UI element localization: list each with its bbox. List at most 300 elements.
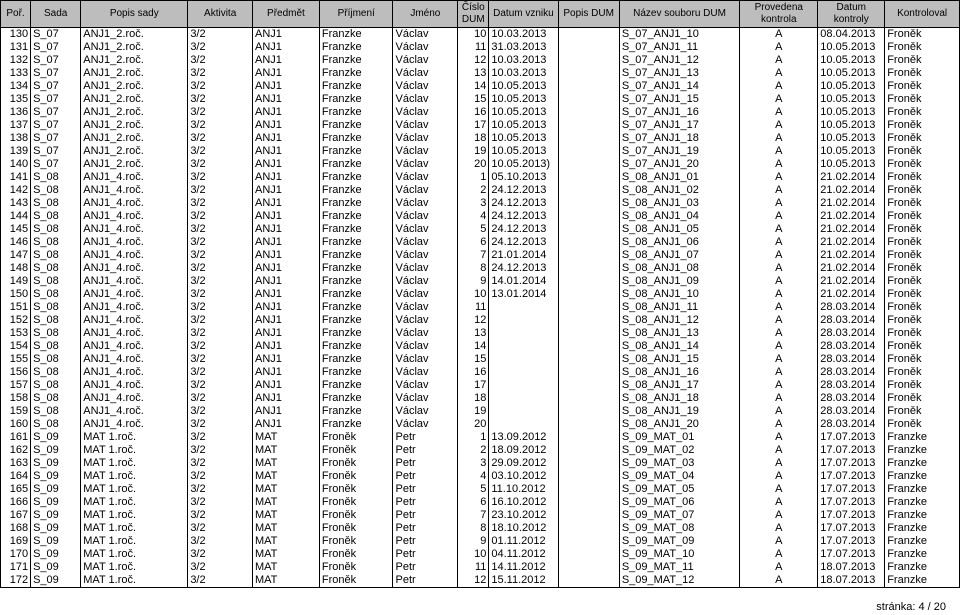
table-cell: 14 xyxy=(458,80,489,93)
table-cell: S_09 xyxy=(31,444,81,457)
table-cell: S_08 xyxy=(31,262,81,275)
table-cell: ANJ1 xyxy=(252,314,319,327)
table-cell: A xyxy=(740,236,818,249)
table-cell xyxy=(558,132,619,145)
table-cell: 2 xyxy=(458,444,489,457)
table-cell: 148 xyxy=(1,262,31,275)
table-cell: ANJ1 xyxy=(252,275,319,288)
table-cell: Froněk xyxy=(319,496,393,509)
table-cell: A xyxy=(740,262,818,275)
table-cell: ANJ1 xyxy=(252,327,319,340)
table-cell: 11 xyxy=(458,41,489,54)
column-header: Kontroloval xyxy=(885,1,960,28)
table-cell: Václav xyxy=(393,184,458,197)
table-cell: 17.07.2013 xyxy=(818,457,885,470)
table-cell: Petr xyxy=(393,561,458,574)
table-cell: 168 xyxy=(1,522,31,535)
table-cell: S_07 xyxy=(31,41,81,54)
table-cell: ANJ1_4.roč. xyxy=(81,223,188,236)
table-cell: 10.05.2013 xyxy=(818,132,885,145)
table-cell: 3/2 xyxy=(188,184,253,197)
table-cell xyxy=(558,275,619,288)
table-cell xyxy=(558,470,619,483)
table-cell: 13.09.2012 xyxy=(489,431,558,444)
table-cell: Václav xyxy=(393,171,458,184)
table-cell: 3/2 xyxy=(188,444,253,457)
table-cell: S_09_MAT_02 xyxy=(619,444,739,457)
table-cell: 3/2 xyxy=(188,509,253,522)
table-cell: 11 xyxy=(458,301,489,314)
table-cell: A xyxy=(740,184,818,197)
table-row xyxy=(1,132,960,145)
table-cell: Froněk xyxy=(319,574,393,588)
table-cell: A xyxy=(740,392,818,405)
table-cell: S_08_ANJ1_11 xyxy=(619,301,739,314)
table-cell: Petr xyxy=(393,483,458,496)
table-cell: Froněk xyxy=(885,210,960,223)
table-cell: 3/2 xyxy=(188,119,253,132)
table-cell: 24.12.2013 xyxy=(489,262,558,275)
column-header: Popis DUM xyxy=(558,1,619,28)
table-cell: 165 xyxy=(1,483,31,496)
table-cell: S_08 xyxy=(31,366,81,379)
table-cell: 3/2 xyxy=(188,171,253,184)
table-cell: A xyxy=(740,444,818,457)
table-row xyxy=(1,340,960,353)
table-cell: 3/2 xyxy=(188,353,253,366)
table-cell: ANJ1_4.roč. xyxy=(81,392,188,405)
table-cell: Petr xyxy=(393,444,458,457)
table-cell: 3/2 xyxy=(188,496,253,509)
table-cell: ANJ1 xyxy=(252,93,319,106)
table-cell xyxy=(558,28,619,42)
table-cell: Franzke xyxy=(885,444,960,457)
table-cell: S_09 xyxy=(31,548,81,561)
table-cell: ANJ1 xyxy=(252,249,319,262)
table-cell: S_08 xyxy=(31,301,81,314)
table-cell: 3/2 xyxy=(188,535,253,548)
table-row xyxy=(1,236,960,249)
table-cell xyxy=(558,522,619,535)
table-row xyxy=(1,509,960,522)
table-cell: 21.02.2014 xyxy=(818,171,885,184)
table-cell: Franzke xyxy=(319,353,393,366)
table-row xyxy=(1,119,960,132)
table-cell: S_09 xyxy=(31,431,81,444)
table-cell: S_09_MAT_05 xyxy=(619,483,739,496)
table-cell: S_07 xyxy=(31,145,81,158)
table-cell: S_08_ANJ1_09 xyxy=(619,275,739,288)
table-cell: 162 xyxy=(1,444,31,457)
table-cell: 10.05.2013 xyxy=(818,145,885,158)
table-cell xyxy=(489,327,558,340)
table-cell: Franzke xyxy=(885,535,960,548)
table-cell: Petr xyxy=(393,496,458,509)
table-cell: Franzke xyxy=(319,262,393,275)
table-cell xyxy=(489,379,558,392)
table-cell: Froněk xyxy=(319,509,393,522)
table-cell: S_09_MAT_04 xyxy=(619,470,739,483)
table-cell xyxy=(558,574,619,588)
table-cell: S_09 xyxy=(31,457,81,470)
table-cell: 21.02.2014 xyxy=(818,184,885,197)
table-cell: S_08 xyxy=(31,249,81,262)
table-cell: Franzke xyxy=(319,392,393,405)
table-cell: 20 xyxy=(458,418,489,431)
table-cell: S_08_ANJ1_01 xyxy=(619,171,739,184)
table-cell xyxy=(558,288,619,301)
table-cell: 16 xyxy=(458,366,489,379)
table-cell: S_09 xyxy=(31,496,81,509)
table-cell: ANJ1_2.roč. xyxy=(81,106,188,119)
table-cell: 12 xyxy=(458,574,489,588)
table-cell: 5 xyxy=(458,483,489,496)
table-cell: MAT 1.roč. xyxy=(81,509,188,522)
table-cell: Froněk xyxy=(885,353,960,366)
table-cell: 12 xyxy=(458,314,489,327)
table-cell: 19 xyxy=(458,145,489,158)
table-cell: Froněk xyxy=(885,106,960,119)
table-row xyxy=(1,93,960,106)
table-cell: S_07 xyxy=(31,132,81,145)
table-cell: Franzke xyxy=(319,405,393,418)
table-cell: A xyxy=(740,457,818,470)
table-cell: Václav xyxy=(393,405,458,418)
table-cell: S_07_ANJ1_17 xyxy=(619,119,739,132)
table-row xyxy=(1,171,960,184)
table-cell: 10.05.2013 xyxy=(489,106,558,119)
table-cell xyxy=(489,353,558,366)
table-cell: Franzke xyxy=(319,236,393,249)
table-cell: Franzke xyxy=(319,301,393,314)
table-cell: MAT 1.roč. xyxy=(81,457,188,470)
table-cell: A xyxy=(740,366,818,379)
table-cell: Froněk xyxy=(885,392,960,405)
table-cell: MAT 1.roč. xyxy=(81,444,188,457)
table-cell: S_08_ANJ1_17 xyxy=(619,379,739,392)
table-cell: 28.03.2014 xyxy=(818,379,885,392)
table-cell: Franzke xyxy=(319,249,393,262)
page-number: stránka: 4 / 20 xyxy=(876,601,946,613)
table-cell: 3/2 xyxy=(188,457,253,470)
table-cell: Froněk xyxy=(885,314,960,327)
table-cell: 17.07.2013 xyxy=(818,470,885,483)
table-row xyxy=(1,444,960,457)
table-cell: S_08_ANJ1_16 xyxy=(619,366,739,379)
table-cell: ANJ1 xyxy=(252,340,319,353)
table-cell: MAT 1.roč. xyxy=(81,470,188,483)
table-cell: 23.10.2012 xyxy=(489,509,558,522)
table-cell: Václav xyxy=(393,340,458,353)
table-cell: S_07_ANJ1_12 xyxy=(619,54,739,67)
table-cell: 17 xyxy=(458,379,489,392)
table-cell: Froněk xyxy=(885,366,960,379)
table-cell: 14 xyxy=(458,340,489,353)
table-cell: A xyxy=(740,67,818,80)
table-cell: S_09 xyxy=(31,522,81,535)
table-cell: Froněk xyxy=(885,54,960,67)
table-cell xyxy=(558,535,619,548)
table-row xyxy=(1,54,960,67)
table-cell: S_09_MAT_11 xyxy=(619,561,739,574)
table-cell: MAT xyxy=(252,470,319,483)
table-row xyxy=(1,288,960,301)
table-cell: Franzke xyxy=(319,275,393,288)
table-cell: A xyxy=(740,158,818,171)
table-cell: 21.02.2014 xyxy=(818,288,885,301)
table-cell: 10.05.2013) xyxy=(489,158,558,171)
table-cell: ANJ1 xyxy=(252,262,319,275)
table-cell xyxy=(558,93,619,106)
column-header: Aktivita xyxy=(188,1,253,28)
column-header: Předmět xyxy=(252,1,319,28)
table-cell: 3/2 xyxy=(188,379,253,392)
table-cell: S_08 xyxy=(31,275,81,288)
table-cell: S_07_ANJ1_19 xyxy=(619,145,739,158)
table-cell: ANJ1_2.roč. xyxy=(81,93,188,106)
table-row xyxy=(1,67,960,80)
table-cell: Václav xyxy=(393,314,458,327)
table-cell: 145 xyxy=(1,223,31,236)
table-cell: 10.05.2013 xyxy=(818,158,885,171)
table-cell xyxy=(558,561,619,574)
table-cell: A xyxy=(740,431,818,444)
table-cell: A xyxy=(740,574,818,588)
table-row xyxy=(1,392,960,405)
table-cell: 13 xyxy=(458,67,489,80)
table-cell: 3/2 xyxy=(188,470,253,483)
table-cell xyxy=(558,158,619,171)
table-cell: Václav xyxy=(393,379,458,392)
table-cell: 20 xyxy=(458,158,489,171)
table-cell: MAT xyxy=(252,444,319,457)
table-cell: 10.05.2013 xyxy=(818,106,885,119)
table-cell: S_08 xyxy=(31,405,81,418)
table-cell: 10.05.2013 xyxy=(489,145,558,158)
table-cell: 172 xyxy=(1,574,31,588)
table-cell: S_09_MAT_06 xyxy=(619,496,739,509)
table-cell: 24.12.2013 xyxy=(489,210,558,223)
table-cell: 10.05.2013 xyxy=(489,119,558,132)
table-row xyxy=(1,301,960,314)
table-cell: Franzke xyxy=(319,67,393,80)
table-row xyxy=(1,470,960,483)
table-cell: S_08_ANJ1_14 xyxy=(619,340,739,353)
table-cell: 21.02.2014 xyxy=(818,197,885,210)
table-cell: 28.03.2014 xyxy=(818,327,885,340)
table-cell: 28.03.2014 xyxy=(818,353,885,366)
table-cell: Franzke xyxy=(319,54,393,67)
table-cell: 16.10.2012 xyxy=(489,496,558,509)
table-row xyxy=(1,431,960,444)
table-cell: Franzke xyxy=(319,314,393,327)
table-cell: ANJ1_4.roč. xyxy=(81,418,188,431)
table-row xyxy=(1,158,960,171)
table-cell: MAT xyxy=(252,522,319,535)
table-row xyxy=(1,80,960,93)
table-cell: ANJ1_4.roč. xyxy=(81,340,188,353)
table-cell: 3/2 xyxy=(188,392,253,405)
table-cell: A xyxy=(740,340,818,353)
table-cell: Froněk xyxy=(319,431,393,444)
table-cell: 10.05.2013 xyxy=(489,132,558,145)
table-cell: 21.02.2014 xyxy=(818,262,885,275)
table-cell: Franzke xyxy=(319,197,393,210)
table-row xyxy=(1,275,960,288)
table-cell xyxy=(558,80,619,93)
table-cell: MAT 1.roč. xyxy=(81,535,188,548)
table-cell: S_08_ANJ1_03 xyxy=(619,197,739,210)
table-cell: A xyxy=(740,353,818,366)
table-cell: ANJ1 xyxy=(252,132,319,145)
table-cell: 18.07.2013 xyxy=(818,561,885,574)
table-cell: S_09_MAT_01 xyxy=(619,431,739,444)
table-row xyxy=(1,548,960,561)
table-row xyxy=(1,366,960,379)
table-cell xyxy=(558,379,619,392)
table-cell: MAT xyxy=(252,535,319,548)
table-cell: 17.07.2013 xyxy=(818,496,885,509)
table-cell: 28.03.2014 xyxy=(818,301,885,314)
table-cell: 10.05.2013 xyxy=(489,93,558,106)
table-cell xyxy=(489,301,558,314)
table-cell: 156 xyxy=(1,366,31,379)
table-cell: 18 xyxy=(458,132,489,145)
table-cell: ANJ1 xyxy=(252,41,319,54)
table-row xyxy=(1,561,960,574)
table-cell: Václav xyxy=(393,80,458,93)
table-cell xyxy=(558,249,619,262)
table-cell: 3/2 xyxy=(188,262,253,275)
table-cell: S_07 xyxy=(31,93,81,106)
table-cell: Václav xyxy=(393,418,458,431)
table-cell: Václav xyxy=(393,197,458,210)
table-cell: MAT xyxy=(252,483,319,496)
table-cell xyxy=(489,340,558,353)
table-cell xyxy=(558,301,619,314)
table-cell: Petr xyxy=(393,522,458,535)
table-cell: S_07_ANJ1_16 xyxy=(619,106,739,119)
table-cell: Václav xyxy=(393,54,458,67)
table-cell: 21.02.2014 xyxy=(818,210,885,223)
table-cell: ANJ1_4.roč. xyxy=(81,314,188,327)
table-cell xyxy=(558,67,619,80)
table-cell: Franzke xyxy=(319,28,393,42)
table-cell: S_08 xyxy=(31,379,81,392)
table-cell: A xyxy=(740,28,818,42)
table-cell: 3/2 xyxy=(188,561,253,574)
table-cell: A xyxy=(740,249,818,262)
column-header: Datum vzniku xyxy=(489,1,558,28)
table-cell: ANJ1 xyxy=(252,288,319,301)
table-cell xyxy=(558,119,619,132)
table-cell: A xyxy=(740,301,818,314)
table-cell: ANJ1 xyxy=(252,67,319,80)
table-cell: S_07 xyxy=(31,54,81,67)
table-cell: 10.05.2013 xyxy=(818,54,885,67)
column-header: Sada xyxy=(31,1,81,28)
table-cell: Froněk xyxy=(885,379,960,392)
table-cell: 15 xyxy=(458,353,489,366)
table-cell: Froněk xyxy=(319,548,393,561)
table-cell: ANJ1 xyxy=(252,223,319,236)
table-row xyxy=(1,522,960,535)
table-cell: 3/2 xyxy=(188,132,253,145)
table-cell xyxy=(558,548,619,561)
table-cell: 4 xyxy=(458,470,489,483)
table-cell: 167 xyxy=(1,509,31,522)
table-cell xyxy=(558,210,619,223)
table-cell: Franzke xyxy=(319,418,393,431)
table-cell: 3/2 xyxy=(188,158,253,171)
table-cell: Froněk xyxy=(319,535,393,548)
table-cell: 160 xyxy=(1,418,31,431)
table-body xyxy=(1,28,960,588)
table-cell: 3/2 xyxy=(188,67,253,80)
table-cell: 3/2 xyxy=(188,574,253,588)
table-cell: 9 xyxy=(458,275,489,288)
table-cell xyxy=(558,262,619,275)
table-cell: Froněk xyxy=(885,158,960,171)
table-cell: 24.12.2013 xyxy=(489,223,558,236)
table-cell: A xyxy=(740,561,818,574)
table-cell: Franzke xyxy=(319,379,393,392)
table-cell: 17 xyxy=(458,119,489,132)
table-cell: ANJ1 xyxy=(252,80,319,93)
table-cell: S_07_ANJ1_18 xyxy=(619,132,739,145)
table-cell xyxy=(558,457,619,470)
table-cell: Franzke xyxy=(885,574,960,588)
table-cell: 15.11.2012 xyxy=(489,574,558,588)
table-cell: S_09 xyxy=(31,574,81,588)
table-cell: 3/2 xyxy=(188,223,253,236)
table-cell: 3/2 xyxy=(188,483,253,496)
table-cell xyxy=(558,405,619,418)
table-cell: S_08_ANJ1_15 xyxy=(619,353,739,366)
table-cell: 3/2 xyxy=(188,210,253,223)
table-row xyxy=(1,574,960,588)
table-cell: ANJ1 xyxy=(252,28,319,42)
table-cell: MAT xyxy=(252,561,319,574)
table-cell: 21.01.2014 xyxy=(489,249,558,262)
table-cell: 3/2 xyxy=(188,327,253,340)
table-cell: ANJ1 xyxy=(252,418,319,431)
table-cell: Václav xyxy=(393,93,458,106)
table-cell: S_08 xyxy=(31,236,81,249)
table-cell: S_08 xyxy=(31,223,81,236)
table-cell: 3/2 xyxy=(188,418,253,431)
table-cell: A xyxy=(740,379,818,392)
table-cell: Froněk xyxy=(885,275,960,288)
table-cell: S_08 xyxy=(31,210,81,223)
table-row xyxy=(1,483,960,496)
table-cell: S_09_MAT_12 xyxy=(619,574,739,588)
table-cell: A xyxy=(740,145,818,158)
table-cell: 29.09.2012 xyxy=(489,457,558,470)
table-cell: 3/2 xyxy=(188,340,253,353)
table-cell: ANJ1_4.roč. xyxy=(81,288,188,301)
table-cell: 3/2 xyxy=(188,93,253,106)
table-cell: ANJ1_4.roč. xyxy=(81,275,188,288)
table-cell: 7 xyxy=(458,509,489,522)
table-cell: S_09_MAT_07 xyxy=(619,509,739,522)
table-cell: Václav xyxy=(393,301,458,314)
table-cell: 166 xyxy=(1,496,31,509)
table-row xyxy=(1,106,960,119)
table-cell: S_08 xyxy=(31,314,81,327)
table-cell: 161 xyxy=(1,431,31,444)
table-cell: ANJ1_4.roč. xyxy=(81,327,188,340)
